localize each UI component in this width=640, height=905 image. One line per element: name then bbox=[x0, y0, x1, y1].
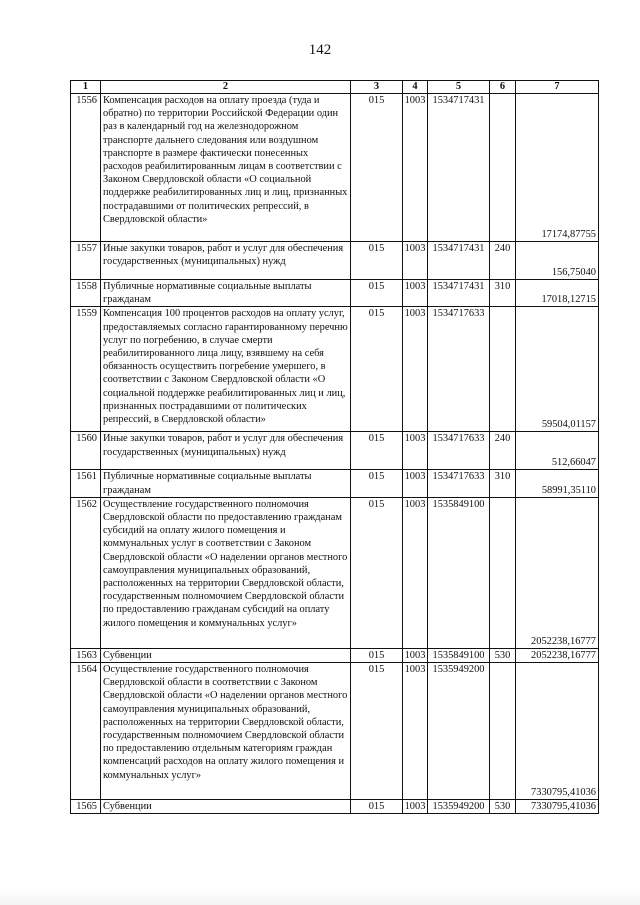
table-header-row bbox=[71, 81, 599, 94]
ministry-code: 015 bbox=[351, 242, 403, 280]
column-header-3: 3 bbox=[351, 81, 403, 94]
target-code: 1534717431 bbox=[428, 280, 490, 307]
column-header-6: 6 bbox=[490, 81, 516, 94]
ministry-code: 015 bbox=[351, 470, 403, 497]
target-code: 1535849100 bbox=[428, 497, 490, 648]
row-number: 1558 bbox=[71, 280, 101, 307]
row-name: Субвенции bbox=[101, 800, 351, 814]
expense-type-code bbox=[490, 663, 516, 800]
row-number: 1560 bbox=[71, 432, 101, 470]
expense-type-code bbox=[490, 307, 516, 432]
expense-type-code: 240 bbox=[490, 242, 516, 280]
row-name: Иные закупки товаров, работ и услуг для обеспечения государственных (муниципальных) нужд bbox=[101, 242, 351, 280]
section-code: 1003 bbox=[403, 497, 428, 648]
ministry-code: 015 bbox=[351, 497, 403, 648]
row-number: 1561 bbox=[71, 470, 101, 497]
section-code: 1003 bbox=[403, 800, 428, 814]
amount: 58991,35110 bbox=[516, 470, 599, 497]
table-row bbox=[71, 307, 599, 432]
target-code: 1534717633 bbox=[428, 307, 490, 432]
table-row bbox=[71, 280, 599, 307]
row-name: Субвенции bbox=[101, 648, 351, 662]
amount: 7330795,41036 bbox=[516, 663, 599, 800]
table-row bbox=[71, 242, 599, 280]
expense-type-code: 240 bbox=[490, 432, 516, 470]
amount: 17174,87755 bbox=[516, 94, 599, 242]
target-code: 1535849100 bbox=[428, 648, 490, 662]
section-code: 1003 bbox=[403, 432, 428, 470]
ministry-code: 015 bbox=[351, 648, 403, 662]
column-header-4: 4 bbox=[403, 81, 428, 94]
column-header-2: 2 bbox=[101, 81, 351, 94]
amount: 59504,01157 bbox=[516, 307, 599, 432]
target-code: 1534717431 bbox=[428, 242, 490, 280]
table-row bbox=[71, 470, 599, 497]
table-row bbox=[71, 648, 599, 662]
amount: 2052238,16777 bbox=[516, 497, 599, 648]
budget-table bbox=[70, 80, 599, 814]
target-code: 1535949200 bbox=[428, 800, 490, 814]
section-code: 1003 bbox=[403, 663, 428, 800]
expense-type-code: 310 bbox=[490, 470, 516, 497]
row-name: Иные закупки товаров, работ и услуг для обеспечения государственных (муниципальных) нужд bbox=[101, 432, 351, 470]
row-number: 1556 bbox=[71, 94, 101, 242]
row-number: 1562 bbox=[71, 497, 101, 648]
ministry-code: 015 bbox=[351, 663, 403, 800]
expense-type-code: 530 bbox=[490, 648, 516, 662]
expense-type-code: 310 bbox=[490, 280, 516, 307]
table-row bbox=[71, 497, 599, 648]
table-row bbox=[71, 800, 599, 814]
ministry-code: 015 bbox=[351, 280, 403, 307]
expense-type-code bbox=[490, 94, 516, 242]
ministry-code: 015 bbox=[351, 432, 403, 470]
row-number: 1559 bbox=[71, 307, 101, 432]
row-name: Компенсация расходов на оплату проезда (туда и обратно) по территории Российской Федерации один раз в календарный год на железнодорожном транспорте дальнего следования или воздушном транспорте в размере фактически понесенных расходов реабилитированным лицам в соответствии с Законом Свердловской области «О социальной поддержке реабилитированных лиц и лиц, признанных пострадавшими от политических репрессий, в Свердловской области» bbox=[101, 94, 351, 242]
section-code: 1003 bbox=[403, 242, 428, 280]
section-code: 1003 bbox=[403, 307, 428, 432]
target-code: 1534717633 bbox=[428, 432, 490, 470]
amount: 7330795,41036 bbox=[516, 800, 599, 814]
target-code: 1534717431 bbox=[428, 94, 490, 242]
scan-bottom-edge bbox=[0, 888, 640, 905]
target-code: 1535949200 bbox=[428, 663, 490, 800]
section-code: 1003 bbox=[403, 94, 428, 242]
column-header-1: 1 bbox=[71, 81, 101, 94]
ministry-code: 015 bbox=[351, 800, 403, 814]
row-number: 1565 bbox=[71, 800, 101, 814]
amount: 156,75040 bbox=[516, 242, 599, 280]
expense-type-code bbox=[490, 497, 516, 648]
target-code: 1534717633 bbox=[428, 470, 490, 497]
row-name: Осуществление государственного полномочия Свердловской области в соответствии с Законом Свердловской области «О наделении органов местного самоуправления муниципальных образований, расположенных на территории Свердловской области, государственным полномочием Свердловской области по предоставлению отдельным категориям граждан компенсаций расходов на оплату жилого помещения и коммунальных услуг» bbox=[101, 663, 351, 800]
amount: 512,66047 bbox=[516, 432, 599, 470]
amount: 2052238,16777 bbox=[516, 648, 599, 662]
column-header-7: 7 bbox=[516, 81, 599, 94]
row-name: Компенсация 100 процентов расходов на оплату услуг, предоставляемых согласно гарантированному перечню услуг по погребению, в случае смерти реабилитированного лица лицу, взявшему на себя обязанность осуществить погребение умершего, в соответствии с Законом Свердловской области «О социальной поддержке реабилитированных лиц и лиц, признанных пострадавшими от политических репрессий, в Свердловской области» bbox=[101, 307, 351, 432]
section-code: 1003 bbox=[403, 648, 428, 662]
page-number: 142 bbox=[308, 42, 332, 58]
row-name: Осуществление государственного полномочия Свердловской области по предоставлению гражданам субсидий на оплату жилого помещения и коммунальных услуг в соответствии с Законом Свердловской области «О наделении органов местного самоуправления муниципальных образований, расположенных на территории Свердловской области, государственным полномочием Свердловской области по предоставлению гражданам субсидий на оплату жилого помещения и коммунальных услуг» bbox=[101, 497, 351, 648]
row-number: 1563 bbox=[71, 648, 101, 662]
ministry-code: 015 bbox=[351, 307, 403, 432]
table-row bbox=[71, 94, 599, 242]
expense-type-code: 530 bbox=[490, 800, 516, 814]
column-header-5: 5 bbox=[428, 81, 490, 94]
row-number: 1564 bbox=[71, 663, 101, 800]
row-name: Публичные нормативные социальные выплаты гражданам bbox=[101, 280, 351, 307]
row-name: Публичные нормативные социальные выплаты гражданам bbox=[101, 470, 351, 497]
table-row bbox=[71, 663, 599, 800]
ministry-code: 015 bbox=[351, 94, 403, 242]
section-code: 1003 bbox=[403, 470, 428, 497]
section-code: 1003 bbox=[403, 280, 428, 307]
table-row bbox=[71, 432, 599, 470]
row-number: 1557 bbox=[71, 242, 101, 280]
amount: 17018,12715 bbox=[516, 280, 599, 307]
